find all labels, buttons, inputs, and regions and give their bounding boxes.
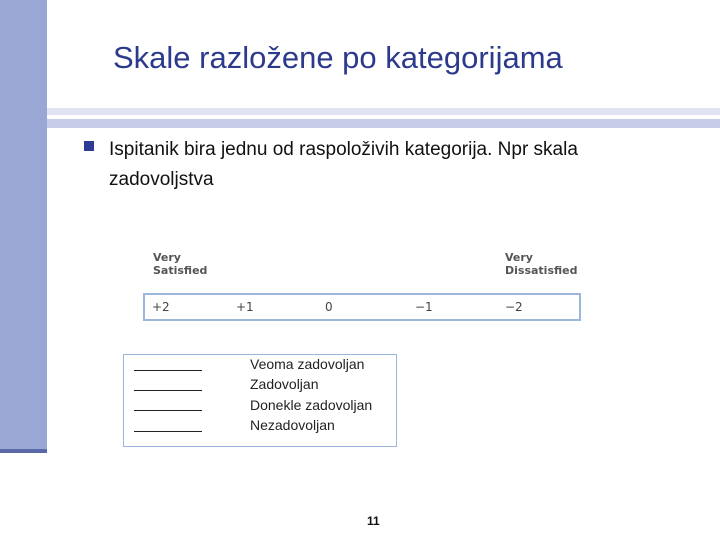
scale-value: −2 <box>505 300 523 314</box>
option-label: Nezadovoljan <box>250 417 335 433</box>
left-accent-underline <box>0 449 47 453</box>
scale-left-label-line1: Very <box>153 251 181 264</box>
title-divider <box>47 119 720 128</box>
page-number: 11 <box>367 514 380 528</box>
option-label: Veoma zadovoljan <box>250 356 365 372</box>
scale-right-label-line2: Dissatisfied <box>505 264 578 277</box>
scale-left-label <box>153 251 207 277</box>
left-accent-bar <box>0 0 47 452</box>
scale-value: +2 <box>152 300 170 314</box>
scale-value: +1 <box>236 300 254 314</box>
scale-value: 0 <box>325 300 333 314</box>
title-divider-light <box>47 108 720 115</box>
bullet-square-icon <box>84 141 94 151</box>
option-label: Zadovoljan <box>250 376 319 392</box>
answer-blank[interactable] <box>134 370 202 371</box>
scale-right-label <box>505 251 577 277</box>
answer-blank[interactable] <box>134 410 202 411</box>
bullet-text: Ispitanik bira jednu od raspoloživih kategorija. Npr skala zadovoljstva <box>109 139 578 190</box>
answer-blank[interactable] <box>134 431 202 432</box>
scale-value: −1 <box>415 300 433 314</box>
scale-right-label-line1: Very <box>505 251 533 264</box>
slide-title: Skale razložene po kategorijama <box>113 40 563 75</box>
scale-left-label-line2: Satisfied <box>153 264 208 277</box>
answer-blank[interactable] <box>134 390 202 391</box>
option-label: Donekle zadovoljan <box>250 397 373 413</box>
